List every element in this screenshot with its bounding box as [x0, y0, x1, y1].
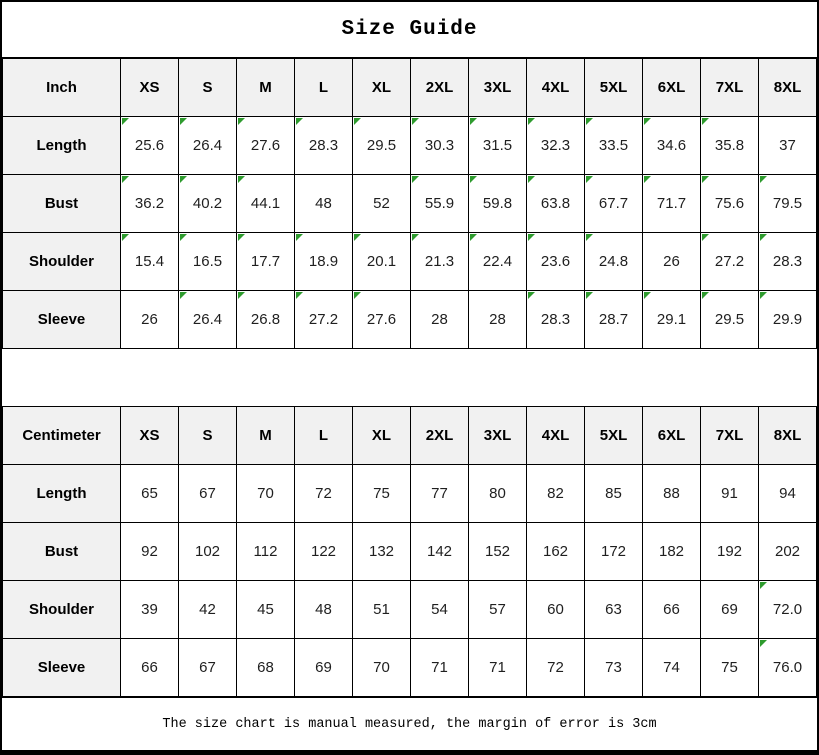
text-format-indicator-icon [180, 234, 187, 241]
unit-header-cell: Centimeter [3, 407, 121, 465]
value-cell: 24.8 [585, 233, 643, 291]
value-cell: 142 [411, 523, 469, 581]
value-cell: 30.3 [411, 117, 469, 175]
value-cell: 26 [643, 233, 701, 291]
value-cell: 37 [759, 117, 817, 175]
table-spacer [2, 349, 817, 406]
row-label-cell: Shoulder [3, 581, 121, 639]
value-cell: 35.8 [701, 117, 759, 175]
value-cell: 17.7 [237, 233, 295, 291]
text-format-indicator-icon [760, 234, 767, 241]
size-header-cell: 7XL [701, 59, 759, 117]
size-header-cell: M [237, 407, 295, 465]
value-cell: 26.8 [237, 291, 295, 349]
value-cell: 192 [701, 523, 759, 581]
size-header-cell: 6XL [643, 59, 701, 117]
size-header-cell: S [179, 59, 237, 117]
text-format-indicator-icon [180, 118, 187, 125]
value-cell: 55.9 [411, 175, 469, 233]
row-label-cell: Shoulder [3, 233, 121, 291]
text-format-indicator-icon [238, 176, 245, 183]
size-header-cell: 5XL [585, 407, 643, 465]
value-cell: 27.2 [295, 291, 353, 349]
text-format-indicator-icon [586, 118, 593, 125]
text-format-indicator-icon [412, 118, 419, 125]
text-format-indicator-icon [122, 234, 129, 241]
row-label-cell: Sleeve [3, 639, 121, 697]
value-cell: 76.0 [759, 639, 817, 697]
value-cell: 172 [585, 523, 643, 581]
value-cell: 27.6 [353, 291, 411, 349]
text-format-indicator-icon [644, 176, 651, 183]
value-cell: 29.9 [759, 291, 817, 349]
value-cell: 69 [701, 581, 759, 639]
value-cell: 72 [527, 639, 585, 697]
row-label-cell: Length [3, 117, 121, 175]
value-cell: 40.2 [179, 175, 237, 233]
text-format-indicator-icon [586, 292, 593, 299]
text-format-indicator-icon [412, 176, 419, 183]
text-format-indicator-icon [122, 118, 129, 125]
value-cell: 26 [121, 291, 179, 349]
value-cell: 59.8 [469, 175, 527, 233]
size-header-cell: L [295, 59, 353, 117]
value-cell: 54 [411, 581, 469, 639]
value-cell: 26.4 [179, 117, 237, 175]
text-format-indicator-icon [470, 234, 477, 241]
value-cell: 202 [759, 523, 817, 581]
table-row [3, 581, 817, 639]
value-cell: 52 [353, 175, 411, 233]
text-format-indicator-icon [760, 582, 767, 589]
text-format-indicator-icon [296, 292, 303, 299]
value-cell: 82 [527, 465, 585, 523]
size-header-cell: 2XL [411, 59, 469, 117]
value-cell: 132 [353, 523, 411, 581]
value-cell: 73 [585, 639, 643, 697]
value-cell: 77 [411, 465, 469, 523]
size-header-cell: M [237, 59, 295, 117]
value-cell: 63 [585, 581, 643, 639]
value-cell: 91 [701, 465, 759, 523]
table-row [3, 291, 817, 349]
value-cell: 70 [237, 465, 295, 523]
value-cell: 122 [295, 523, 353, 581]
size-header-cell: 7XL [701, 407, 759, 465]
size-header-cell: 5XL [585, 59, 643, 117]
size-header-cell: 4XL [527, 59, 585, 117]
size-table-centimeter [2, 406, 817, 697]
text-format-indicator-icon [412, 234, 419, 241]
text-format-indicator-icon [180, 292, 187, 299]
text-format-indicator-icon [702, 292, 709, 299]
value-cell: 28.3 [295, 117, 353, 175]
value-cell: 39 [121, 581, 179, 639]
text-format-indicator-icon [644, 118, 651, 125]
value-cell: 75 [701, 639, 759, 697]
size-header-cell: 2XL [411, 407, 469, 465]
size-header-cell: XS [121, 407, 179, 465]
table-row [3, 233, 817, 291]
size-header-cell: 8XL [759, 407, 817, 465]
inch-table-container [2, 58, 817, 349]
value-cell: 28 [469, 291, 527, 349]
size-header-cell: 3XL [469, 59, 527, 117]
value-cell: 70 [353, 639, 411, 697]
value-cell: 44.1 [237, 175, 295, 233]
value-cell: 94 [759, 465, 817, 523]
table-row [3, 639, 817, 697]
size-table-inch [2, 58, 817, 349]
value-cell: 60 [527, 581, 585, 639]
value-cell: 71 [411, 639, 469, 697]
text-format-indicator-icon [528, 234, 535, 241]
text-format-indicator-icon [238, 118, 245, 125]
value-cell: 32.3 [527, 117, 585, 175]
footer-note: The size chart is manual measured, the margin of error is 3cm [2, 697, 817, 750]
value-cell: 31.5 [469, 117, 527, 175]
header-row [3, 407, 817, 465]
text-format-indicator-icon [354, 292, 361, 299]
value-cell: 36.2 [121, 175, 179, 233]
text-format-indicator-icon [354, 118, 361, 125]
text-format-indicator-icon [470, 176, 477, 183]
value-cell: 25.6 [121, 117, 179, 175]
value-cell: 16.5 [179, 233, 237, 291]
value-cell: 57 [469, 581, 527, 639]
text-format-indicator-icon [760, 292, 767, 299]
value-cell: 162 [527, 523, 585, 581]
row-label-cell: Length [3, 465, 121, 523]
value-cell: 80 [469, 465, 527, 523]
value-cell: 66 [643, 581, 701, 639]
table-row [3, 117, 817, 175]
value-cell: 28 [411, 291, 469, 349]
value-cell: 21.3 [411, 233, 469, 291]
text-format-indicator-icon [296, 234, 303, 241]
text-format-indicator-icon [702, 118, 709, 125]
value-cell: 67 [179, 639, 237, 697]
value-cell: 51 [353, 581, 411, 639]
value-cell: 75.6 [701, 175, 759, 233]
text-format-indicator-icon [528, 176, 535, 183]
text-format-indicator-icon [702, 234, 709, 241]
value-cell: 22.4 [469, 233, 527, 291]
size-header-cell: 3XL [469, 407, 527, 465]
value-cell: 66 [121, 639, 179, 697]
page-title: Size Guide [2, 2, 817, 58]
value-cell: 28.3 [527, 291, 585, 349]
value-cell: 23.6 [527, 233, 585, 291]
text-format-indicator-icon [238, 234, 245, 241]
text-format-indicator-icon [586, 176, 593, 183]
value-cell: 72.0 [759, 581, 817, 639]
value-cell: 65 [121, 465, 179, 523]
value-cell: 79.5 [759, 175, 817, 233]
value-cell: 29.5 [701, 291, 759, 349]
unit-header-cell: Inch [3, 59, 121, 117]
size-header-cell: XS [121, 59, 179, 117]
value-cell: 63.8 [527, 175, 585, 233]
value-cell: 182 [643, 523, 701, 581]
table-row [3, 465, 817, 523]
value-cell: 28.7 [585, 291, 643, 349]
value-cell: 74 [643, 639, 701, 697]
centimeter-table-container [2, 406, 817, 697]
value-cell: 92 [121, 523, 179, 581]
row-label-cell: Bust [3, 523, 121, 581]
size-header-cell: XL [353, 407, 411, 465]
value-cell: 71.7 [643, 175, 701, 233]
value-cell: 42 [179, 581, 237, 639]
size-header-cell: 8XL [759, 59, 817, 117]
size-header-cell: 6XL [643, 407, 701, 465]
value-cell: 112 [237, 523, 295, 581]
value-cell: 45 [237, 581, 295, 639]
size-header-cell: 4XL [527, 407, 585, 465]
value-cell: 67.7 [585, 175, 643, 233]
value-cell: 27.2 [701, 233, 759, 291]
text-format-indicator-icon [296, 118, 303, 125]
value-cell: 88 [643, 465, 701, 523]
text-format-indicator-icon [760, 640, 767, 647]
value-cell: 27.6 [237, 117, 295, 175]
value-cell: 29.5 [353, 117, 411, 175]
value-cell: 75 [353, 465, 411, 523]
value-cell: 18.9 [295, 233, 353, 291]
text-format-indicator-icon [586, 234, 593, 241]
value-cell: 85 [585, 465, 643, 523]
text-format-indicator-icon [180, 176, 187, 183]
value-cell: 102 [179, 523, 237, 581]
value-cell: 34.6 [643, 117, 701, 175]
size-header-cell: L [295, 407, 353, 465]
text-format-indicator-icon [354, 234, 361, 241]
value-cell: 29.1 [643, 291, 701, 349]
value-cell: 68 [237, 639, 295, 697]
text-format-indicator-icon [470, 118, 477, 125]
text-format-indicator-icon [702, 176, 709, 183]
text-format-indicator-icon [644, 292, 651, 299]
value-cell: 152 [469, 523, 527, 581]
value-cell: 48 [295, 581, 353, 639]
value-cell: 28.3 [759, 233, 817, 291]
size-header-cell: S [179, 407, 237, 465]
text-format-indicator-icon [528, 292, 535, 299]
value-cell: 15.4 [121, 233, 179, 291]
row-label-cell: Bust [3, 175, 121, 233]
text-format-indicator-icon [238, 292, 245, 299]
text-format-indicator-icon [122, 176, 129, 183]
value-cell: 69 [295, 639, 353, 697]
table-row [3, 523, 817, 581]
value-cell: 72 [295, 465, 353, 523]
value-cell: 33.5 [585, 117, 643, 175]
text-format-indicator-icon [528, 118, 535, 125]
value-cell: 20.1 [353, 233, 411, 291]
size-header-cell: XL [353, 59, 411, 117]
value-cell: 48 [295, 175, 353, 233]
text-format-indicator-icon [760, 176, 767, 183]
value-cell: 26.4 [179, 291, 237, 349]
header-row [3, 59, 817, 117]
value-cell: 67 [179, 465, 237, 523]
value-cell: 71 [469, 639, 527, 697]
table-row [3, 175, 817, 233]
row-label-cell: Sleeve [3, 291, 121, 349]
